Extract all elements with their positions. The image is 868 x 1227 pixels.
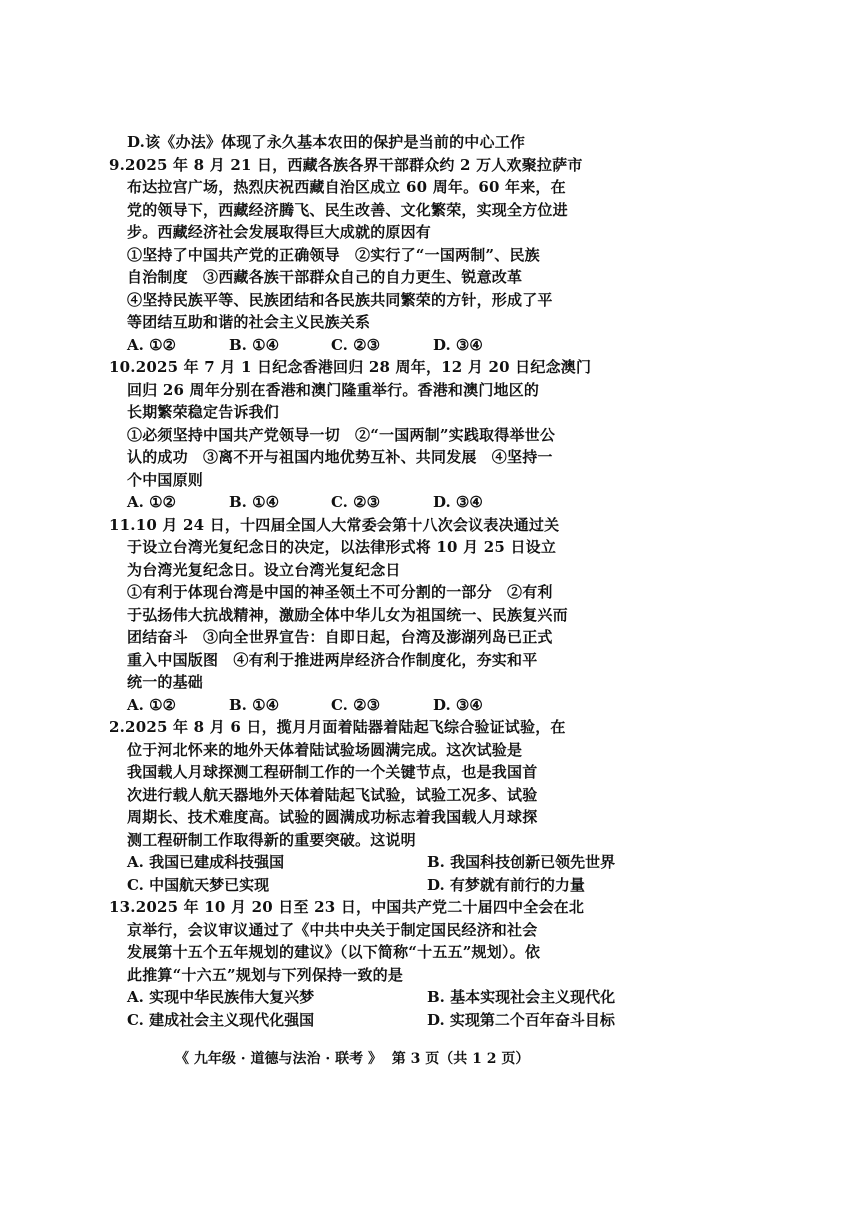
- question-11-line: 统一的基础: [127, 673, 204, 691]
- page-footer: 《 九年级 · 道德与法治 · 联考 》 第 3 页（共 1 2 页）: [175, 1051, 530, 1067]
- question-9-line: 等团结互助和谐的社会主义民族关系: [127, 313, 371, 331]
- option-b: B. ①④: [229, 493, 280, 511]
- option-b: B. ①④: [229, 695, 280, 714]
- question-9-line: 党的领导下，西藏经济腾飞、民生改善、文化繁荣，实现全方位进: [127, 200, 568, 219]
- question-9-line: ①坚持了中国共产党的正确领导 ②实行了“一国两制”、民族: [127, 245, 540, 264]
- question-11-line: 团结奋斗 ③向全世界宣告：自即日起，台湾及澎湖列岛已正式: [127, 628, 553, 646]
- question-11-line: 于设立台湾光复纪念日的决定，以法律形式将 10 月 25 日设立: [127, 538, 557, 556]
- question-11-line: 11.10 月 24 日，十四届全国人大常委会第十八次会议表决通过关: [109, 515, 560, 534]
- option-c: C. ②③: [331, 695, 381, 714]
- question-10-line: 认的成功 ③离不开与祖国内地优势互补、共同发展 ④坚持一: [127, 448, 553, 466]
- question-12-line: 周期长、技术难度高。试验的圆满成功标志着我国载人月球探: [127, 808, 538, 826]
- question-11-options: [127, 694, 727, 717]
- question-12-line: 2.2025 年 8 月 6 日，揽月月面着陆器着陆起飞综合验证试验，在: [109, 718, 566, 736]
- question-10-line: 个中国原则: [127, 470, 204, 489]
- question-12-line: 测工程研制工作取得新的重要突破。这说明: [127, 830, 416, 849]
- question-9-line: 布达拉宫广场，热烈庆祝西藏自治区成立 60 周年。60 年来，在: [127, 178, 566, 196]
- question-9-line: 自治制度 ③西藏各族干部群众自己的自力更生、锐意改革: [127, 268, 523, 286]
- question-11: [109, 514, 727, 717]
- question-10: [109, 356, 727, 514]
- option-d: D. ③④: [433, 695, 483, 714]
- question-9-line: 步。西藏经济社会发展取得巨大成就的原因有: [127, 223, 432, 241]
- question-10-options: [127, 491, 727, 514]
- option-a: A. 实现中华民族伟大复兴梦: [127, 988, 315, 1006]
- question-13-line: 发展第十五个五年规划的建议》（以下简称“十五五”规划）。依: [127, 943, 541, 961]
- option-c: C. 中国航天梦已实现: [127, 875, 270, 894]
- question-10-line: 长期繁荣稳定告诉我们: [127, 403, 280, 421]
- question-11-line: ①有利于体现台湾是中国的神圣领土不可分割的一部分 ②有利: [127, 583, 553, 601]
- question-13-line: 13.2025 年 10 月 20 日至 23 日，中国共产党二十届四中全会在北: [109, 898, 585, 916]
- option-d: D. 实现第二个百年奋斗目标: [427, 1010, 615, 1029]
- option-b: B. ①④: [229, 335, 280, 354]
- option-b: B. 基本实现社会主义现代化: [427, 988, 616, 1006]
- question-12-options-row: [127, 851, 727, 874]
- question-13-options-row: [127, 986, 727, 1009]
- option-c: C. 建成社会主义现代化强国: [127, 1010, 315, 1029]
- question-11-line: 重入中国版图 ④有利于推进两岸经济合作制度化，夯实和平: [127, 650, 538, 669]
- option-b: B. 我国科技创新已领先世界: [427, 853, 616, 871]
- question-12-line: 次进行载人航天器地外天体着陆起飞试验，试验工况多、试验: [127, 785, 538, 804]
- question-10-line: 回归 26 周年分别在香港和澳门隆重举行。香港和澳门地区的: [127, 380, 540, 399]
- question-11-line: 为台湾光复纪念日。设立台湾光复纪念日: [127, 560, 401, 579]
- question-13-line: 此推算“十六五”规划与下列保持一致的是: [127, 965, 404, 984]
- option-c: C. ②③: [331, 335, 381, 354]
- option-c: C. ②③: [331, 493, 381, 511]
- option-d: D. 有梦就有前行的力量: [427, 875, 585, 894]
- question-9-options: [127, 334, 727, 357]
- question-13: [109, 896, 727, 1031]
- question-12-options-row: [127, 874, 727, 897]
- question-12-line: 我国载人月球探测工程研制工作的一个关键节点，也是我国首: [127, 763, 538, 781]
- option-a: A. ①②: [127, 695, 176, 714]
- question-10-line: ①必须坚持中国共产党领导一切 ②“一国两制”实践取得举世公: [127, 425, 556, 444]
- question-9: [109, 154, 727, 357]
- page-content: [109, 131, 727, 1031]
- option-a: A. 我国已建成科技强国: [127, 853, 285, 871]
- question-9-line: 9.2025 年 8 月 21 日，西藏各族各界干部群众约 2 万人欢聚拉萨市: [109, 155, 583, 174]
- question-9-line: ④坚持民族平等、民族团结和各民族共同繁荣的方针，形成了平: [127, 290, 553, 309]
- question-10-line: 10.2025 年 7 月 1 日纪念香港回归 28 周年，12 月 20 日纪念澳门: [109, 358, 592, 376]
- q8-option-d: D.该《办法》体现了永久基本农田的保护是当前的中心工作: [127, 133, 526, 151]
- question-11-line: 于弘扬伟大抗战精神，激励全体中华儿女为祖国统一、民族复兴而: [127, 605, 568, 624]
- option-a: A. ①②: [127, 493, 176, 511]
- question-12: [109, 716, 727, 896]
- question-12-line: 位于河北怀来的地外天体着陆试验场圆满完成。这次试验是: [127, 740, 523, 759]
- question-13-line: 京举行，会议审议通过了《中共中央关于制定国民经济和社会: [127, 920, 538, 939]
- option-a: A. ①②: [127, 335, 176, 354]
- question-13-options-row: [127, 1009, 727, 1032]
- option-d: D. ③④: [433, 493, 483, 511]
- option-d: D. ③④: [433, 335, 483, 354]
